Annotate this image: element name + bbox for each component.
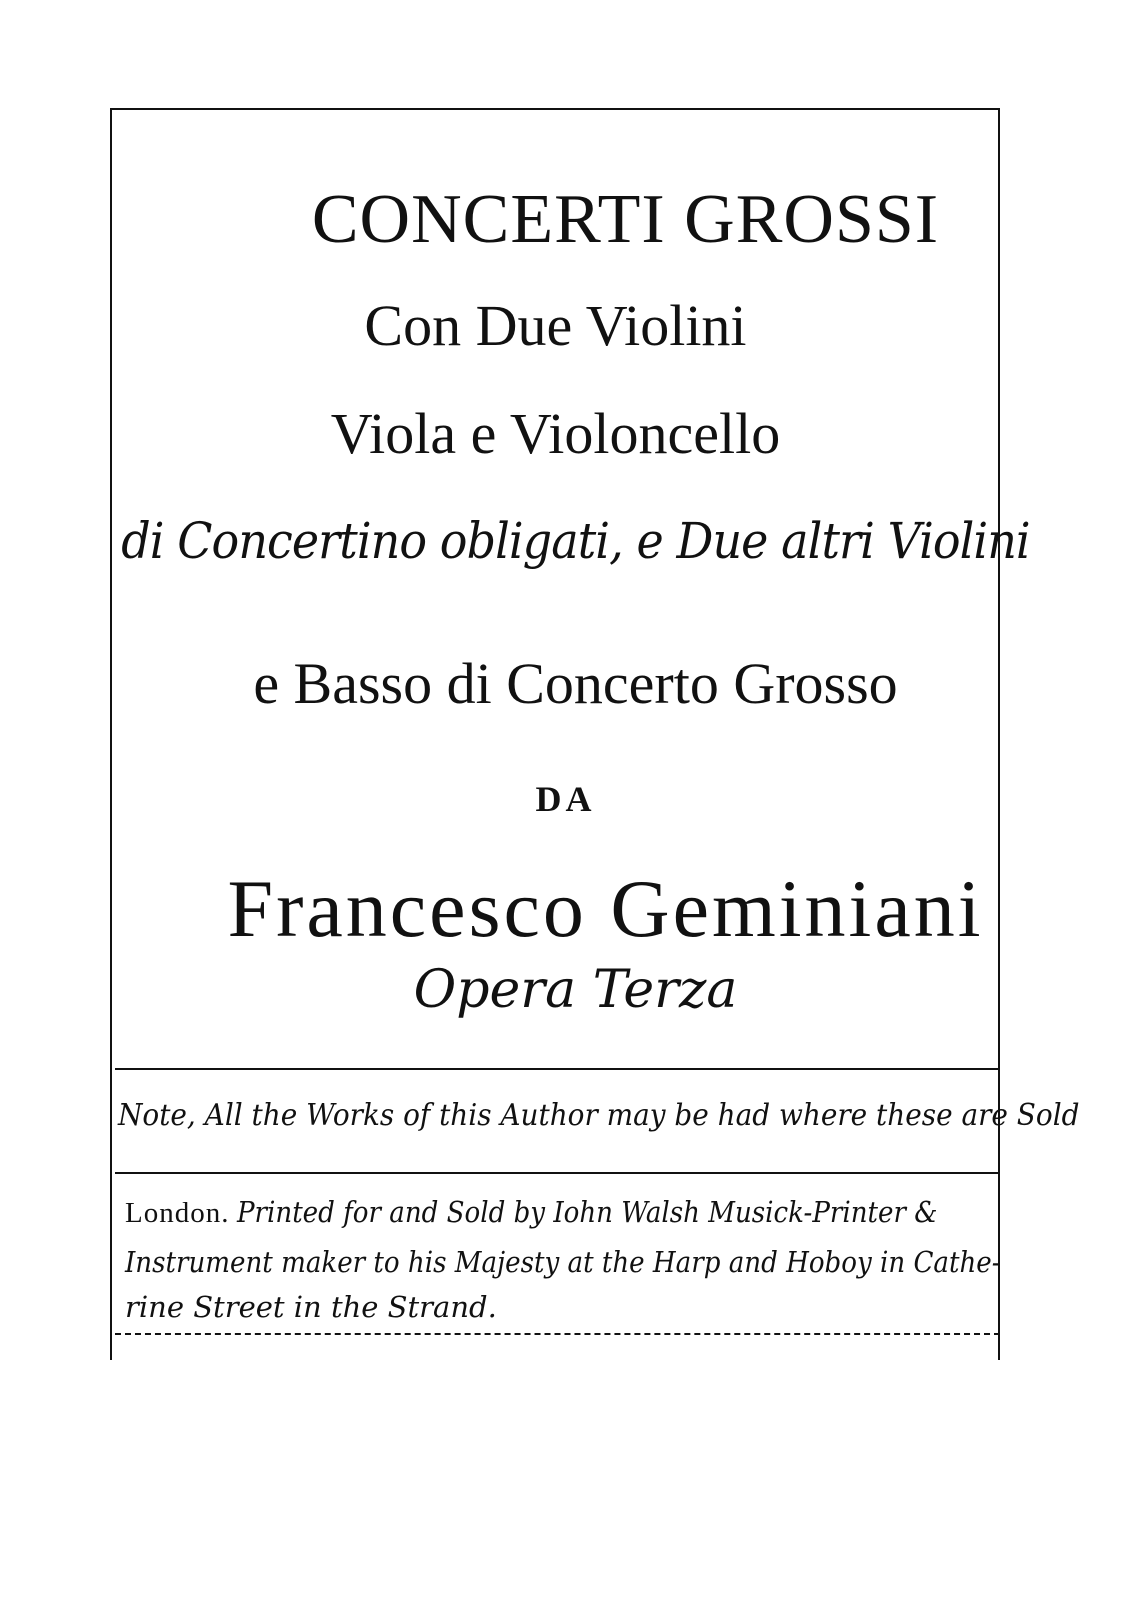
composer-name: Francesco Geminiani xyxy=(227,863,984,954)
subtitle-line-4: e Basso di Concerto Grosso xyxy=(253,651,898,716)
imprint-address-2: rine Street in the Strand. xyxy=(125,1290,497,1324)
imprint-line-2 xyxy=(125,1245,1001,1280)
imprint-printer: Printed for and Sold by Iohn Walsh Musick-Printer & xyxy=(236,1195,938,1229)
imprint-line-1 xyxy=(125,1195,995,1230)
subtitle-line-1: Con Due Violini xyxy=(364,293,747,358)
subtitle-line-3: di Concertino obligati, e Due altri Violini xyxy=(121,512,1030,570)
publisher-note: Note, All the Works of this Author may be had where these are Sold xyxy=(118,1098,1080,1133)
imprint-place: London. xyxy=(125,1197,230,1229)
divider-top xyxy=(115,1068,1000,1070)
imprint-line-3 xyxy=(125,1290,995,1325)
opus-number: Opera Terza xyxy=(413,960,738,1020)
subtitle-line-2: Viola e Violoncello xyxy=(330,401,781,466)
divider-bottom xyxy=(115,1333,1000,1335)
by-label: DA xyxy=(535,779,596,819)
imprint-address-1: Instrument maker to his Majesty at the Harp and Hoboy in Cathe- xyxy=(125,1245,1001,1279)
page-title: CONCERTI GROSSI xyxy=(311,181,940,258)
divider-middle xyxy=(115,1172,1000,1174)
